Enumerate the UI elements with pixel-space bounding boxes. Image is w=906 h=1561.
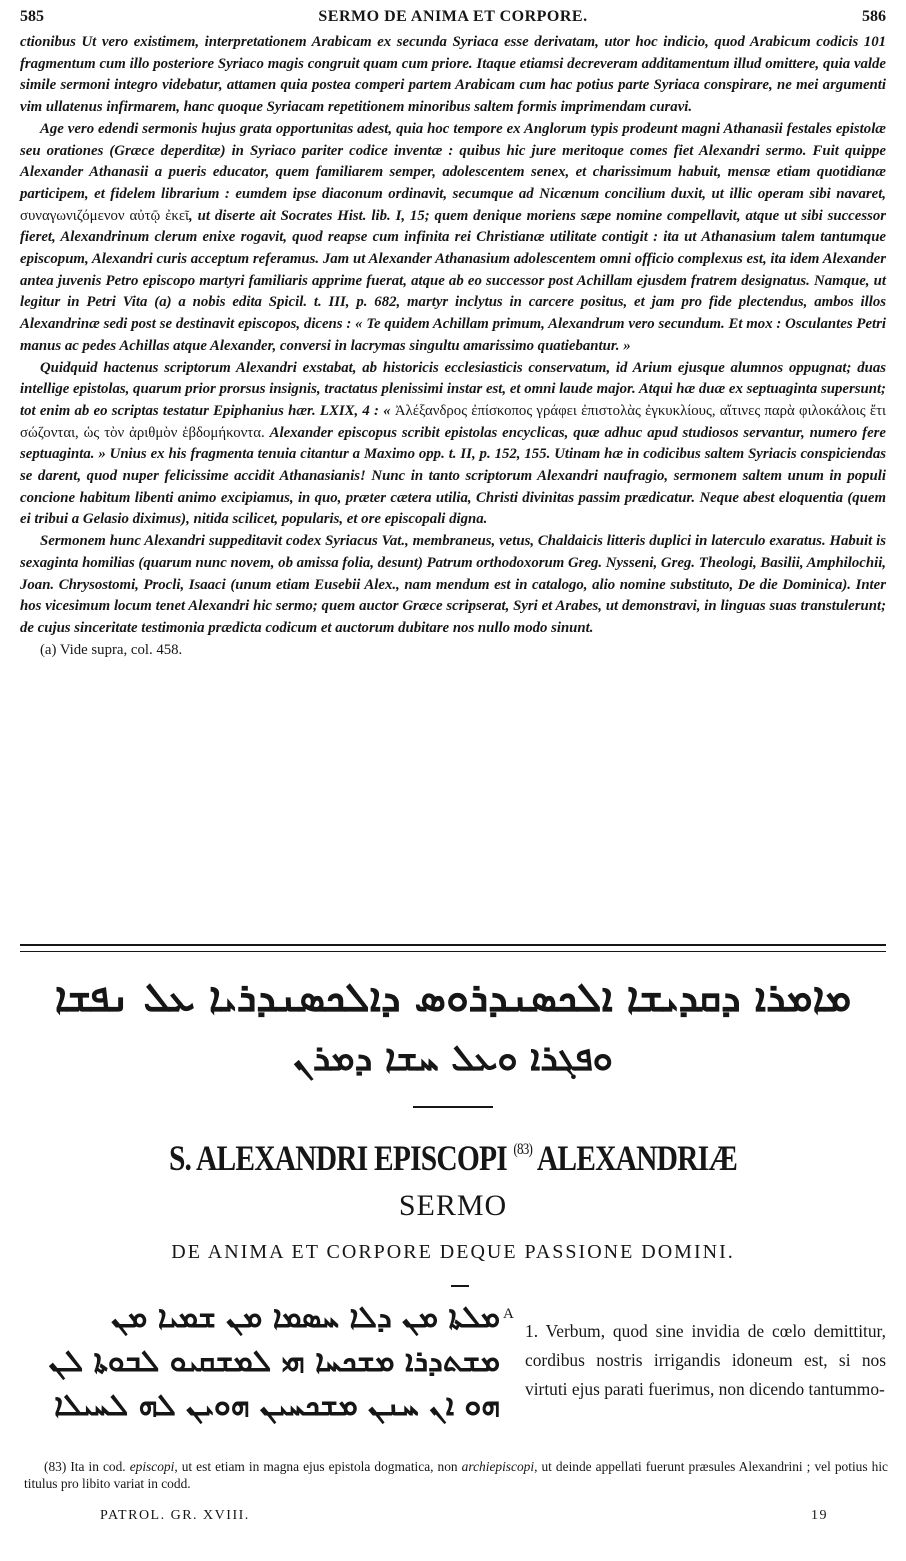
title-line-1 <box>98 1128 808 1180</box>
syriac-text-column <box>20 1296 500 1428</box>
latin-text-column: 1. Verbum, quod sine invidia de cœlo demittitur, cordibus nostris irrigandis idoneum est, si nos virtuti ejus parati fuerimus, non dicendo tantummo- <box>525 1321 886 1399</box>
footnote-83 <box>24 1458 888 1492</box>
intro-text <box>20 32 886 661</box>
column-marker: A <box>503 1306 514 1322</box>
title-line-1-part-b: ALEXANDRIÆ <box>536 1138 738 1178</box>
page-number-left: 585 <box>20 8 44 25</box>
intro-paragraph-4: Sermonem hunc Alexandri suppeditavit codex Syriacus Vat., membraneus, vetus, Chaldaicis litteris duplici in laterculo exaratus. Habuit is sexaginta homilias (quarum nunc novem, ob amissa folia, desunt) Patrum orthodoxorum Greg. Nysseni, Greg. Theologi, Basilii, Amphilochii, Joan. Chrysostomi, Procli, Isaaci (unum etiam Eusebii Alex., nam mendum est in catalogo, alio nomine substituto, De die Dominica). Inter hos vicesimum locum tenet Alexandri hic sermo; quem auctor Græce scripserat, Syri et Arabes, ut demonstravi, in linguas suas transtulerunt; de cujus sinceritate testimonia prædicta codicum et auctorum dubitare nos nullo modo sinunt. <box>20 533 887 636</box>
double-rule-divider <box>20 944 886 952</box>
intro-paragraph-3-part-a: Quidquid hactenus scriptorum Alexandri exstabat, ab historicis ecclesiasticis conservatum, id Arium ejusque alumnos oppugnat; duas intellige epistolas, quarum prior prorsus insignis, tractatus plenissimi instar est, et omni laude major. Atqui hæ duæ ex septuaginta supersunt; tot enim ab eo scriptas testatur Epiphanius hær. LXIX, 4 : « <box>20 359 886 419</box>
footnote-part-a: (83) Ita in cod. <box>44 1459 126 1474</box>
title-note-ref: (83) <box>513 1141 533 1158</box>
intro-paragraph-1: ctionibus Ut vero existimem, interpretationem Arabicam ex secunda Syriaca esse derivatam, utor hoc indicio, quod Arabicum codicis 101 fragmentum cum illo posteriore Syriaco magis congruit quam cum priore. Itaque etiamsi decreveram additamentum illud omittere, quia valde simile sermoni integro videbatur, attamen quia postea comperi partem Arabicam cum hac potius parte Syriaca conspirare, ne mei argumenti vim ullatenus infirmarem, hanc quoque Syriacam repetitionem minoribus saltem formis imprimendam curavi. <box>20 34 886 116</box>
syriac-text-line-2: ܡܫܬܕܪܐ ܡܫܟܚܐ ܗܝ ܠܡܫܩܝܘ ܠܒܘܬܐ ܠܢ <box>48 1344 500 1379</box>
greek-quote-epiphanius: Ἀλέξανδρος ἐπίσκοπος γράφει ἐπιστολὰς ἐγκυκλίους, αἵτινες παρὰ φιλοκάλοις ἔτι σώζονται, ὡς τὸν ἀριθμὸν ἑβδομήκοντα. <box>20 402 887 441</box>
page-number-right: 586 <box>862 8 886 25</box>
page-bottom <box>100 1508 828 1528</box>
intro-paragraph-2-part-b: , ut diserte ait Socrates Hist. lib. I, 15; quem denique moriens sæpe nomine compellavit, atque ut sibi successor fieret, Alexandrinum clerum enixe rogavit, quod reapse cum infinita rei Christianæ utilitate contigit : ita ut Athanasium talem tantumque episcopum, Alexandri curis acceptum referamus. Jam ut Alexander Athanasium adolescentem omni officio complexus est, ita idem Alexander antea juvenis Petro episcopo martyri familiaris apprime fuerat, atque ab eo successor post Achillam ejusdem fratrem designatus. Namque, ut legitur in Petri Vita (a) a nobis edita Spicil. t. III, p. 682, martyr inclytus in carcere positus, et jam pro fide plectendus, ambos illos Alexandrinæ sedi post se destinavit episcopos, dicens : « Te quidem Achillam primum, Alexandrum vero secundum. Et mox : Osculantes Petri manus ac pedes Achillas atque Alexander, conversi in lacrymas singultu amarissimo quatiebantur. » <box>20 207 886 354</box>
title-rule-top <box>413 1106 493 1108</box>
footnote-part-e: , ut deinde appellati fuerunt præsules Alexandrini ; vel potius hic titulus pro libito variat in codd. <box>24 1459 888 1491</box>
greek-quote-socrates: συναγωνιζόμενον αὐτῷ ἐκεῖ <box>20 207 190 224</box>
title-rule-bottom <box>451 1285 469 1287</box>
intro-paragraph-2 <box>20 119 886 358</box>
gathering-number: 19 <box>811 1508 828 1523</box>
footnote-part-d: archiepiscopi <box>461 1459 535 1474</box>
footnote-part-b: episcopi <box>129 1459 175 1474</box>
syriac-text-line-3: ܗܘ ܐܢ ܚܢܢ ܡܫܟܚܝܢ ܗܘܝܢ ܠܗ ܠܚܝܠܐ <box>54 1388 500 1423</box>
title-line-1-part-a: S. ALEXANDRI EPISCOPI <box>168 1138 507 1178</box>
intro-footnote-a: (a) Vide supra, col. 458. <box>40 641 183 658</box>
running-title: SERMO DE ANIMA ET CORPORE. <box>318 8 588 25</box>
footnote-part-c: , ut est etiam in magna ejus epistola dogmatica, non <box>174 1459 458 1474</box>
title-line-2: SERMO <box>398 1189 508 1222</box>
syriac-title-line-2: ܘܦܓܪܐ ܘܥܠ ܚܫܐ ܕܡܪܢ <box>293 1038 613 1079</box>
intro-paragraph-3 <box>20 358 886 532</box>
running-head <box>20 8 886 30</box>
syriac-text-line-1: ܡܠܬܐ ܡܢ ܕܠܐ ܚܣܡܐ ܡܢ ܫܡܝܐ ܡܢ <box>111 1300 500 1335</box>
intro-paragraph-2-part-a: Age vero edendi sermonis hujus grata opportunitas adest, quia hoc tempore ex Anglorum typis prodeunt magni Athanasii festales epistolæ seu orationes (Græce deperditæ) in Syriaco pariter codice inventæ : quibus hic jure meritoque comes fiet Alexandri sermo. Fuit quippe Alexander Athanasii a pueris educator, quem familiarem semper, adolescentem senex, et charissimum habuit, mensæ etiam quotidianæ participem, et fidelem librarium : eumdem ipse diaconum ordinavit, secumque ad Nicænum concilium duxit, ut illic operam sibi navaret, <box>20 120 886 202</box>
intro-paragraph-3-part-b: Alexander episcopus scribit epistolas encyclicas, quæ adhuc apud studiosos servantur, numero fere septuaginta. » Unius ex his fragmenta tenuia citantur a Maximo opp. t. II, p. 152, 155. Utinam hæ in codicibus saltem Syriacis conspiciendas se darent, quod nuper felicissime accidit Athanasianis! Nunc in tanto scriptorum Alexandri naufragio, sermonem saltem unum in populi concione habitum libenti animo excipiamus, in quo, præter cætera utilia, Christi divinitas passim prædicatur. Neque abest eloquentia (quem ei tribui a Gelasio diximus), nitida scilicet, popularis, et ore episcopali digna. <box>20 424 886 528</box>
syriac-title-line-1: ܡܐܡܪܐ ܕܩܕܝܫܐ ܐܠܟܣܢܕܪܘܣ ܕܐܠܟܣܢܕܪܝܐ ܥܠ ܢܦܫܐ <box>54 975 852 1021</box>
title-line-3: DE ANIMA ET CORPORE DEQUE PASSIONE DOMINI. <box>171 1241 735 1263</box>
signature-mark: PATROL. GR. XVIII. <box>100 1508 250 1523</box>
